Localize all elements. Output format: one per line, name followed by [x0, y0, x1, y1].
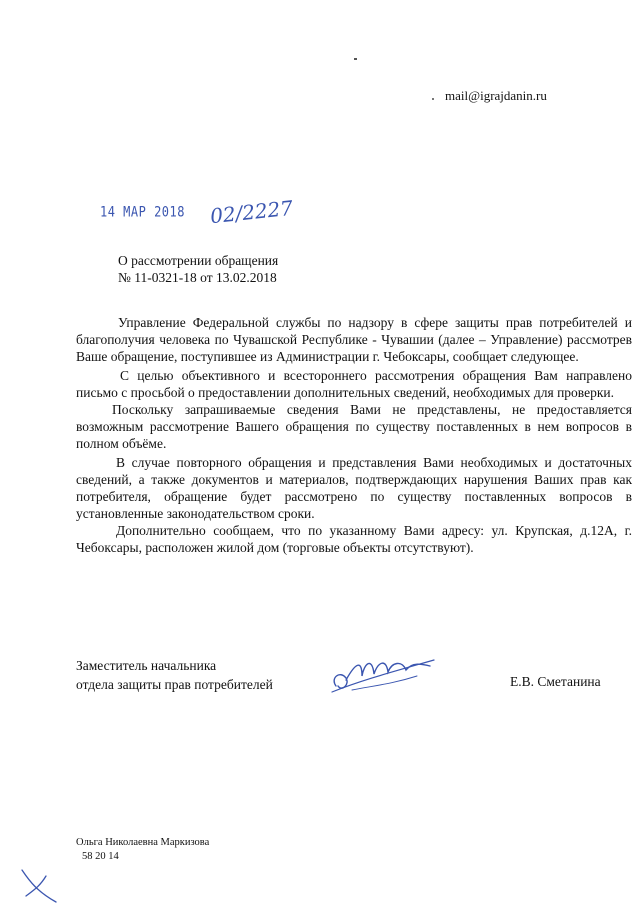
registration-stamp-date: 14 МАР 2018 — [100, 203, 185, 221]
executor-name: Ольга Николаевна Маркизова — [76, 837, 210, 848]
scan-speck — [354, 58, 357, 60]
body-paragraph: Дополнительно сообщаем, что по указанному Вами адресу: ул. Крупская, д.12А, г. Чебоксары, расположен жилой дом (торговые объекты отсутствуют). — [76, 523, 632, 555]
body-paragraph: Управление Федеральной службы по надзору в сфере защиты прав потребителей и благополучия человека по Чувашской Республике - Чувашии (далее – Управление) рассмотрев Ваше обращение, поступившее из Администрации г. Чебоксары, сообщает следующее. — [76, 315, 632, 364]
executor-phone: 58 20 14 — [82, 851, 119, 862]
body-paragraph: Поскольку запрашиваемые сведения Вами не представлены, не предоставляется возможным рассмотрение Вашего обращения по существу поставленных в нем вопросов в полном объёме. — [76, 402, 632, 451]
body-paragraph: В случае повторного обращения и представления Вами необходимых и достаточных сведений, а также документов и материалов, подтверждающих нарушения Ваших прав как потребителя, обращение будет рассмотрено по существу поставленных вопросов в установленные законодательством сроки. — [76, 455, 632, 521]
scan-speck — [432, 98, 434, 100]
letter-subject — [118, 252, 278, 286]
body-paragraph: С целью объективного и всестороннего рассмотрения обращения Вам направлено письмо с просьбой о предоставлении дополнительных сведений, необходимых для проверки. — [76, 368, 632, 400]
corner-pen-mark — [16, 866, 66, 911]
subject-line: О рассмотрении обращения — [118, 253, 279, 268]
signatory-name: Е.В. Сметанина — [510, 674, 601, 689]
position-line: отдела защиты прав потребителей — [76, 677, 273, 692]
handwritten-signature — [322, 650, 442, 707]
recipient-email: mail@igrajdanin.ru — [445, 88, 547, 103]
letter-body — [76, 314, 632, 556]
subject-reference: № 11-0321-18 от 13.02.2018 — [118, 270, 277, 285]
registration-number-handwritten: 02/2227 — [208, 195, 295, 229]
position-line: Заместитель начальника — [76, 658, 217, 673]
signatory-position — [76, 656, 273, 694]
executor-info — [76, 836, 209, 864]
